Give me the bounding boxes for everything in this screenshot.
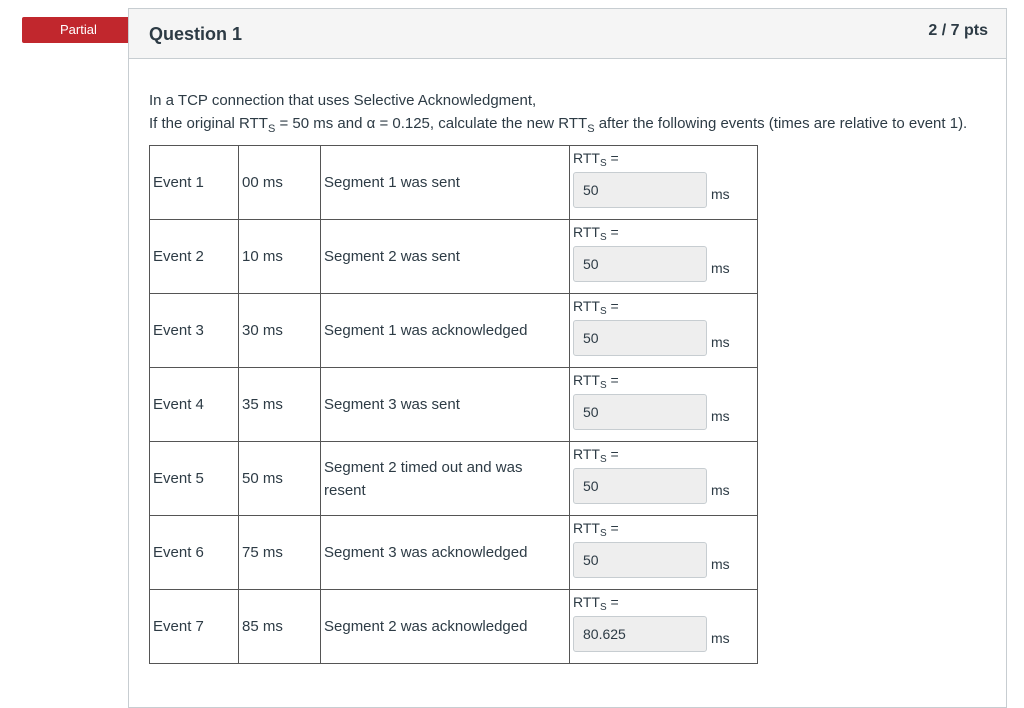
question-text-line-1: In a TCP connection that uses Selective Acknowledgment, (149, 92, 537, 109)
rtt-answer-input[interactable] (573, 394, 707, 430)
event-row (150, 516, 758, 590)
unit-label: ms (711, 260, 730, 276)
rtt-label (573, 372, 619, 391)
event-row (150, 590, 758, 664)
rtt-label (573, 520, 619, 539)
event-row (150, 146, 758, 220)
event-row (150, 220, 758, 294)
event-name-cell: Event 7 (150, 590, 239, 664)
rtt-label-text: RTT (573, 594, 600, 610)
rtt-answer-input[interactable] (573, 542, 707, 578)
question-header (129, 9, 1006, 59)
answer-cell (570, 220, 758, 294)
event-time-cell: 35 ms (239, 368, 321, 442)
rtt-label-equals: = (606, 150, 619, 166)
rtt-label-equals: = (606, 298, 619, 314)
events-table-body (150, 146, 758, 664)
rtt-label-equals: = (606, 446, 619, 462)
question-text-line-2 (149, 112, 967, 141)
answer-cell (570, 146, 758, 220)
rtt-label-equals: = (606, 594, 619, 610)
event-time-cell: 00 ms (239, 146, 321, 220)
rtt-label-subscript: S (599, 380, 607, 391)
event-description-cell: Segment 3 was sent (321, 368, 570, 442)
rtt-answer-input[interactable] (573, 320, 707, 356)
answer-cell (570, 368, 758, 442)
answer-cell (570, 442, 758, 516)
rtt-label-subscript: S (599, 528, 607, 539)
event-description-cell: Segment 2 was sent (321, 220, 570, 294)
event-description-cell: Segment 3 was acknowledged (321, 516, 570, 590)
rtt-label-text: RTT (573, 446, 600, 462)
rtt-label-subscript: S (599, 158, 607, 169)
rtt-label (573, 446, 619, 465)
rtt-answer-input[interactable] (573, 616, 707, 652)
event-name-cell: Event 3 (150, 294, 239, 368)
rtt-label-equals: = (606, 372, 619, 388)
events-table (149, 145, 758, 664)
rtt-label-subscript: S (599, 602, 607, 613)
event-description-cell: Segment 1 was acknowledged (321, 294, 570, 368)
event-row (150, 294, 758, 368)
partial-status-flag (22, 17, 134, 43)
status-label: Partial (60, 22, 97, 37)
rtt-label-text: RTT (573, 372, 600, 388)
rtt-label-subscript: S (599, 306, 607, 317)
unit-label: ms (711, 556, 730, 572)
rtt-label-text: RTT (573, 520, 600, 536)
rtt-label-text: RTT (573, 224, 600, 240)
rtt-label (573, 594, 619, 613)
question-text-part: = 50 ms and α = 0.125, calculate the new RTT (275, 115, 588, 132)
rtt-label-equals: = (606, 520, 619, 536)
unit-label: ms (711, 334, 730, 350)
event-row (150, 368, 758, 442)
rtt-label (573, 224, 619, 243)
question-text-subscript: S (267, 123, 276, 135)
unit-label: ms (711, 186, 730, 202)
rtt-answer-input[interactable] (573, 172, 707, 208)
rtt-answer-input[interactable] (573, 246, 707, 282)
rtt-label-text: RTT (573, 150, 600, 166)
event-time-cell: 50 ms (239, 442, 321, 516)
rtt-label-subscript: S (599, 454, 607, 465)
event-time-cell: 75 ms (239, 516, 321, 590)
event-time-cell: 85 ms (239, 590, 321, 664)
unit-label: ms (711, 630, 730, 646)
event-description-cell: Segment 2 timed out and was resent (321, 442, 570, 516)
rtt-label (573, 150, 619, 169)
question-text (149, 89, 967, 141)
unit-label: ms (711, 408, 730, 424)
question-text-subscript: S (587, 123, 595, 135)
question-points: 2 / 7 pts (928, 22, 988, 39)
question-card (128, 8, 1007, 708)
rtt-label-equals: = (606, 224, 619, 240)
rtt-label-text: RTT (573, 298, 600, 314)
event-name-cell: Event 6 (150, 516, 239, 590)
answer-cell (570, 590, 758, 664)
event-name-cell: Event 4 (150, 368, 239, 442)
answer-cell (570, 294, 758, 368)
question-text-part: after the following events (times are relative to event 1). (594, 115, 968, 132)
event-name-cell: Event 2 (150, 220, 239, 294)
event-name-cell: Event 1 (150, 146, 239, 220)
event-time-cell: 10 ms (239, 220, 321, 294)
event-row (150, 442, 758, 516)
event-time-cell: 30 ms (239, 294, 321, 368)
event-description-cell: Segment 1 was sent (321, 146, 570, 220)
rtt-label (573, 298, 619, 317)
event-name-cell: Event 5 (150, 442, 239, 516)
rtt-label-subscript: S (599, 232, 607, 243)
rtt-answer-input[interactable] (573, 468, 707, 504)
question-title: Question 1 (149, 24, 243, 44)
answer-cell (570, 516, 758, 590)
event-description-cell: Segment 2 was acknowledged (321, 590, 570, 664)
unit-label: ms (711, 482, 730, 498)
question-text-part: If the original RTT (149, 115, 268, 132)
